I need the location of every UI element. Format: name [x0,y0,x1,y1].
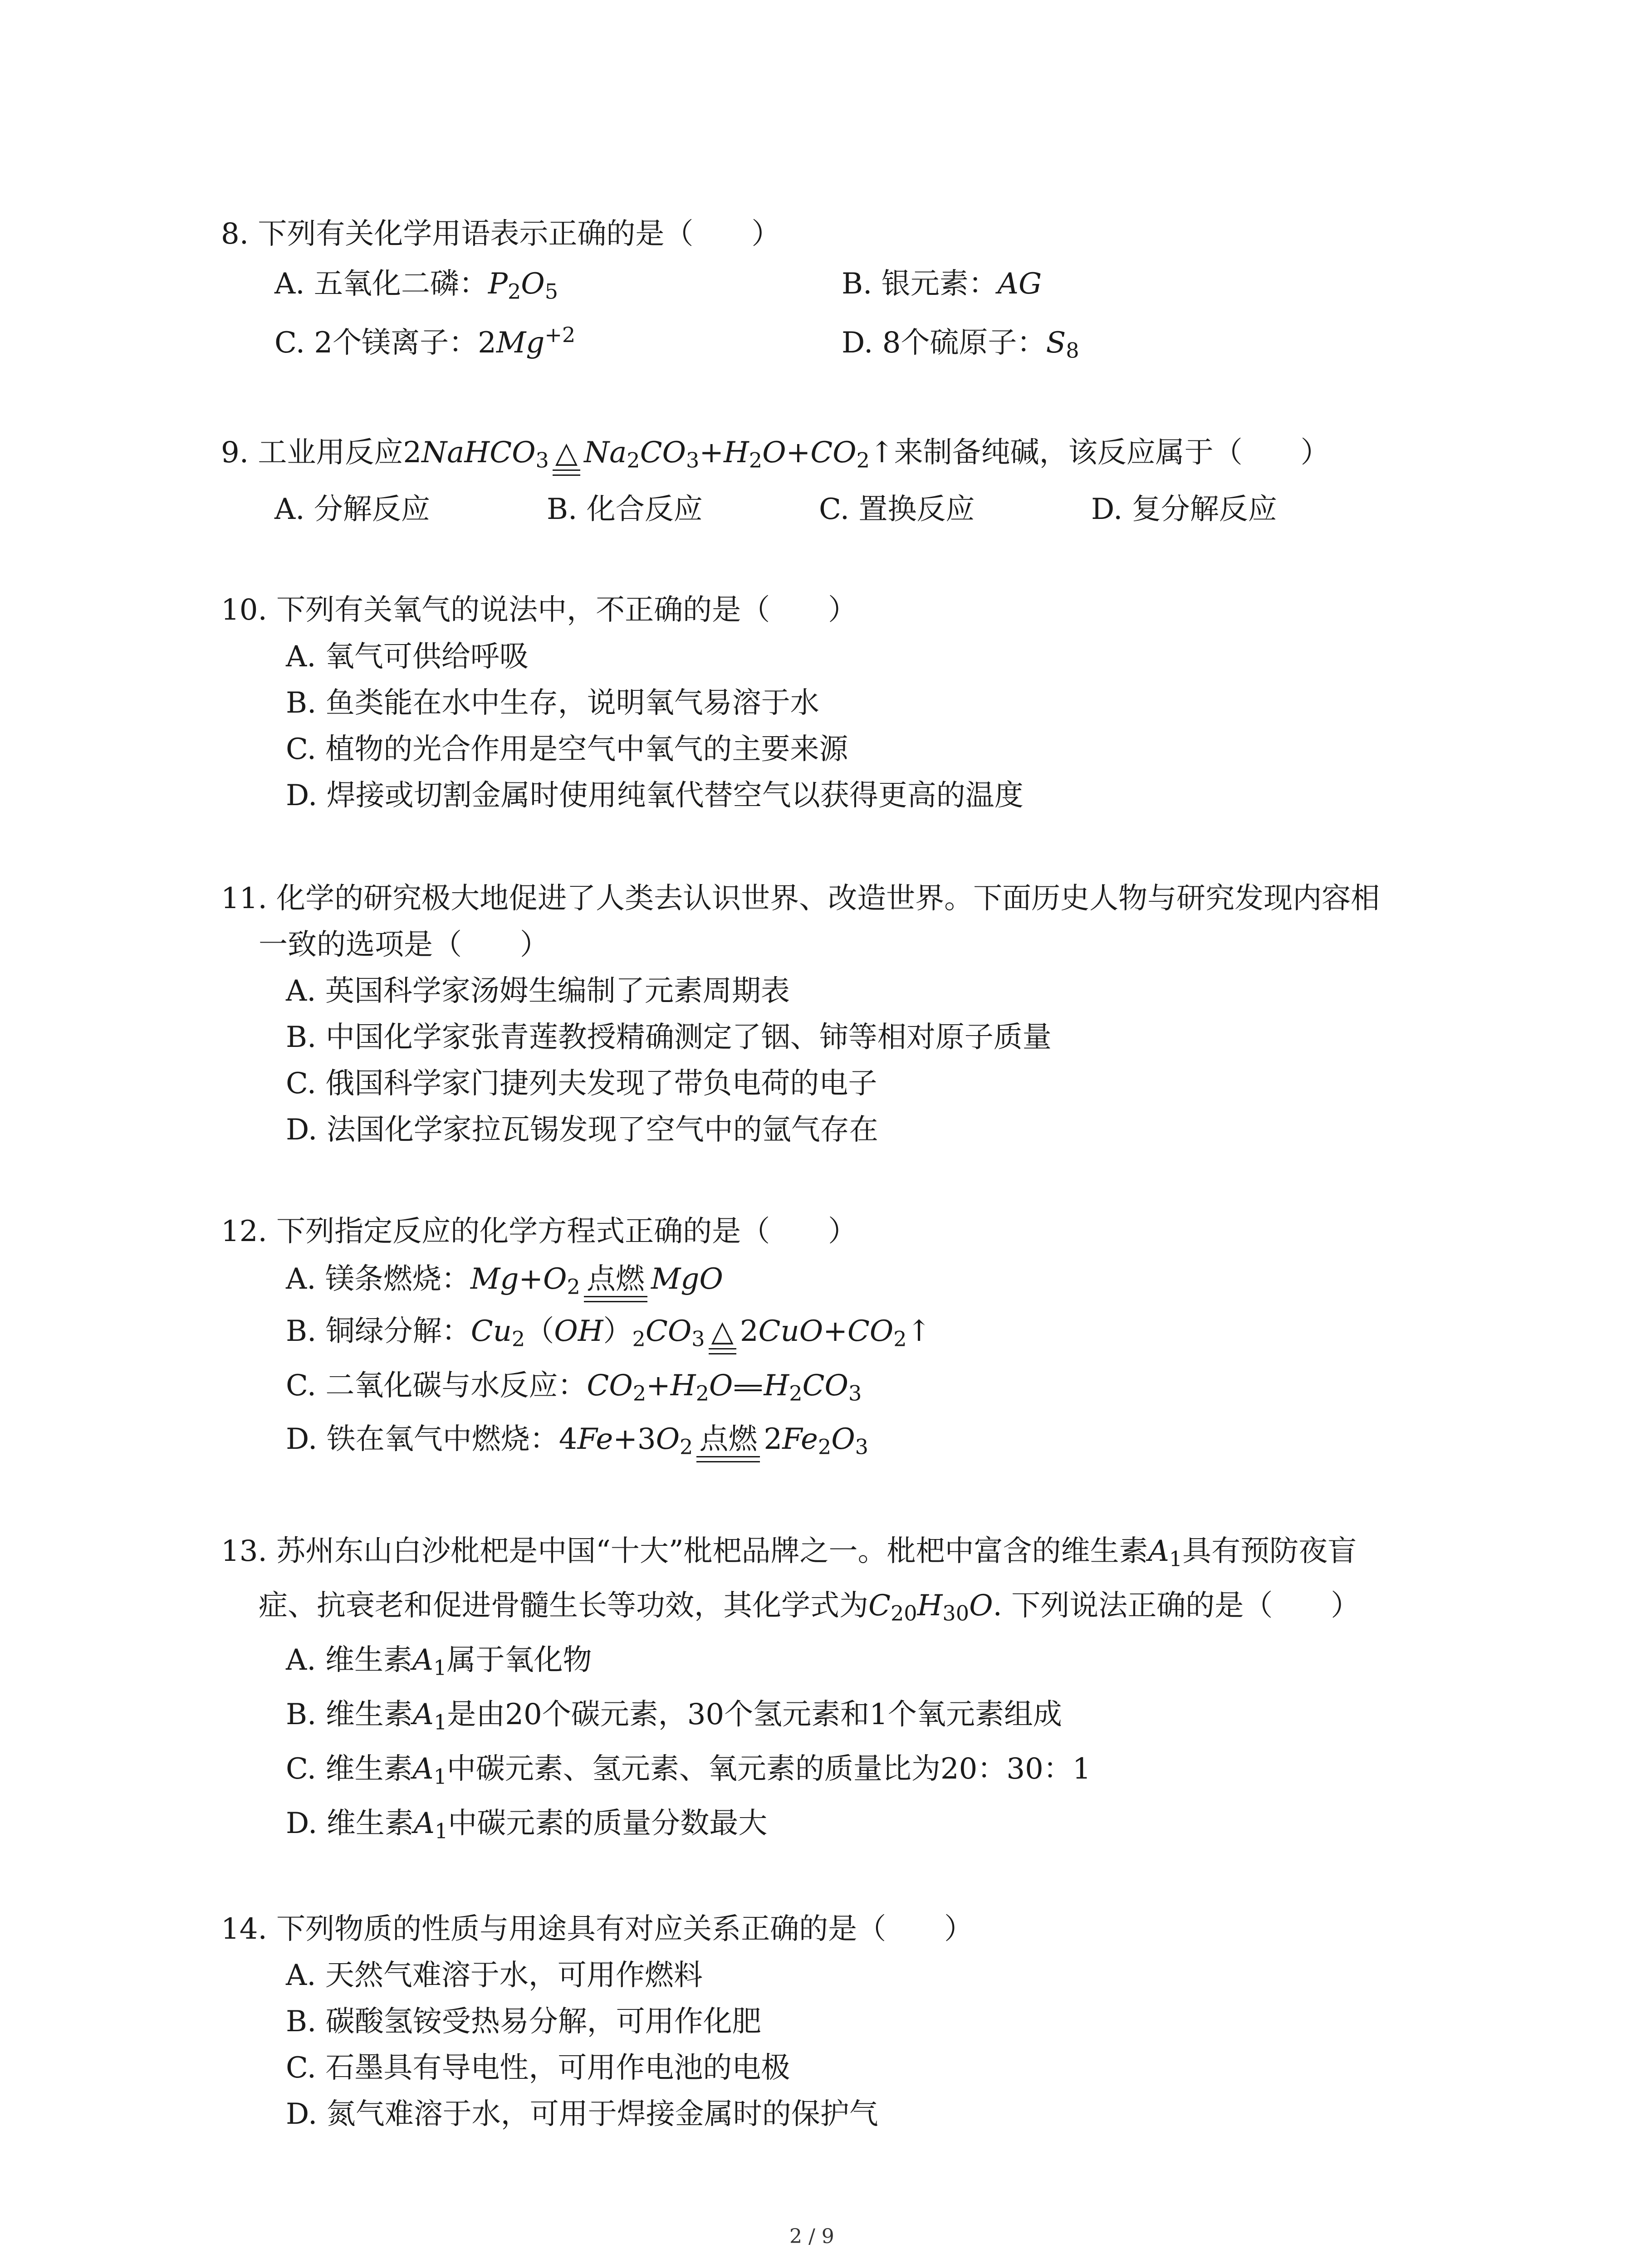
q12-option-b: B. 铜绿分解：$Cu_2(OH)_2CO_3$ △ $2CuO+CO_2↑$ [286,1314,931,1355]
ignite-condition: 点燃 [584,1262,647,1303]
q13-option-d: D. 维生素$A_1$中碳元素的质量分数最大 [286,1807,768,1843]
q11-stem-line2: 一致的选项是（ ） [259,928,549,962]
q11-option-a: A. 英国科学家汤姆生编制了元素周期表 [286,974,790,1008]
heat-condition: △ [553,435,580,477]
q10-option-b: B. 鱼类能在水中生存，说明氧气易溶于水 [286,686,819,720]
q14-option-c: C. 石墨具有导电性，可用作电池的电极 [286,2051,790,2085]
gas-arrow-icon: ↑ [869,436,894,469]
q8-option-c: C. 2个镁离子：$2Mg^{+2}$ [274,322,576,360]
q13-option-c: C. 维生素$A_1$中碳元素、氢元素、氧元素的质量比为20：30：1 [286,1752,1091,1789]
q14-option-a: A. 天然气难溶于水，可用作燃料 [286,1959,703,1992]
q12-option-c: C. 二氧化碳与水反应：$CO_2+H_2O$ $H_2CO_3$ [286,1369,862,1406]
q9-option-a: A. 分解反应 [274,493,430,526]
q8-option-a: A. 五氧化二磷：$P_2O_5$ [274,267,558,304]
gas-arrow-icon: ↑ [906,1315,931,1348]
ignite-condition: 点燃 [696,1422,760,1463]
q8-option-b: B. 银元素：AG [842,267,1042,301]
q12-option-a: A. 镁条燃烧：$Mg+O_2$ 点燃 MgO [286,1262,723,1303]
q12-stem: 12. 下列指定反应的化学方程式正确的是（ ） [221,1215,857,1248]
q10-stem: 10. 下列有关氧气的说法中，不正确的是（ ） [221,593,857,627]
q14-option-d: D. 氮气难溶于水，可用于焊接金属时的保护气 [286,2097,878,2131]
q10-option-c: C. 植物的光合作用是空气中氧气的主要来源 [286,733,848,766]
q9-option-c: C. 置换反应 [819,493,975,526]
q8-option-d: D. 8个硫原子：$S_8$ [842,326,1079,363]
q14-option-b: B. 碳酸氢铵受热易分解，可用作化肥 [286,2005,761,2038]
q12-option-d: D. 铁在氧气中燃烧：$4Fe+3O_2$ 点燃 $2Fe_2O_3$ [286,1422,868,1463]
q8-stem: 8. 下列有关化学用语表示正确的是（ ） [221,217,781,251]
page-number: 2 / 9 [789,2225,834,2248]
heat-condition: △ [709,1314,736,1355]
equals-sign-icon [735,1385,762,1391]
q11-option-d: D. 法国化学家拉瓦锡发现了空气中的氩气存在 [286,1113,878,1147]
q13-stem-line1: 13. 苏州东山白沙枇杷是中国“十大”枇杷品牌之一。枇杷中富含的维生素$A_1$具有预防夜盲 [221,1535,1357,1571]
q13-stem-line2: 症、抗衰老和促进骨髓生长等功效，其化学式为$C_{20}H_{30}O$. 下列说法正确的是（ ） [259,1589,1360,1626]
q9-stem: 9. 工业用反应2NaHCO$_3$ △ $Na_2CO_3+H_2O+CO_2↑$来制备纯碱，该反应属于（ ） [221,435,1330,477]
q11-option-c: C. 俄国科学家门捷列夫发现了带负电荷的电子 [286,1067,877,1100]
q10-option-a: A. 氧气可供给呼吸 [286,640,529,674]
q14-stem: 14. 下列物质的性质与用途具有对应关系正确的是（ ） [221,1912,974,1946]
q11-option-b: B. 中国化学家张青莲教授精确测定了铟、铈等相对原子质量 [286,1021,1052,1054]
q13-option-b: B. 维生素$A_1$是由20个碳元素，30个氢元素和1个氧元素组成 [286,1698,1062,1735]
q10-option-d: D. 焊接或切割金属时使用纯氧代替空气以获得更高的温度 [286,779,1024,812]
q13-option-a: A. 维生素$A_1$属于氧化物 [286,1643,592,1680]
q11-stem-line1: 11. 化学的研究极大地促进了人类去认识世界、改造世界。下面历史人物与研究发现内容相 [221,882,1380,915]
q9-option-b: B. 化合反应 [547,493,703,526]
q9-option-d: D. 复分解反应 [1091,493,1277,526]
